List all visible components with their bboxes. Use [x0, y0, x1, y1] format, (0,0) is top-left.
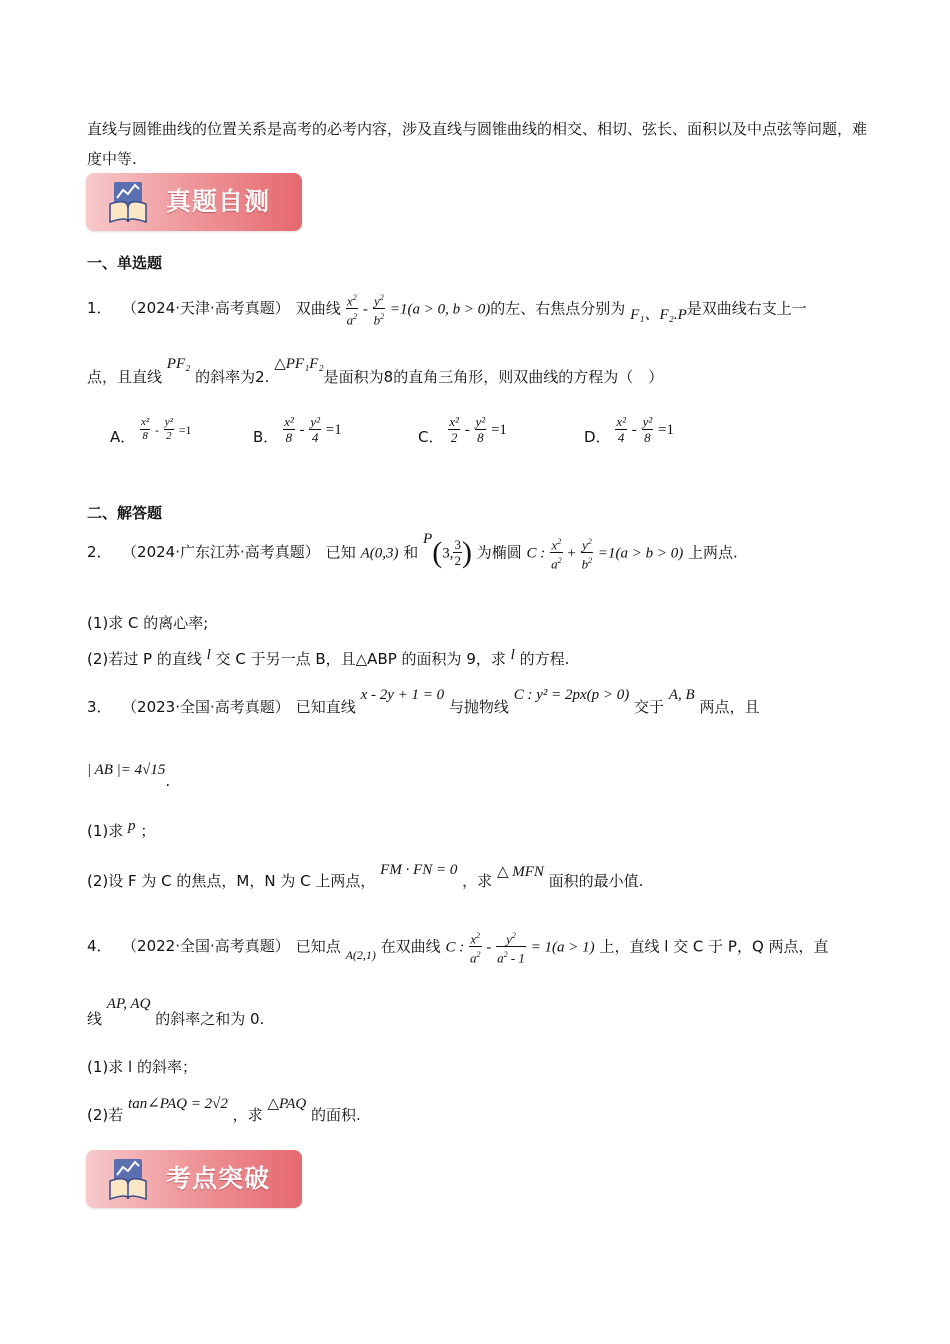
fraction — [453, 537, 462, 568]
text: 的斜率为2. — [195, 368, 270, 386]
text: . — [165, 772, 171, 790]
num: x² — [449, 414, 459, 429]
question-source: （2022·全国·高考真题） — [129, 937, 290, 956]
den: 8 — [477, 430, 484, 445]
fraction — [475, 414, 487, 445]
text: 双曲线 — [295, 299, 341, 318]
option-label: C． — [418, 428, 444, 446]
option-label: A． — [110, 428, 136, 446]
text: (1)求 — [87, 822, 124, 840]
text: 是双曲线右支上一 — [686, 299, 807, 318]
math-p: p — [128, 818, 136, 834]
num: 3 — [454, 537, 461, 553]
equals: =1 — [490, 422, 507, 438]
fraction — [642, 414, 654, 445]
question-1-line-2 — [87, 356, 664, 387]
text: 两点，且 — [699, 698, 760, 716]
question-source: （2024·天津·高考真题） — [129, 299, 290, 318]
option-d[interactable]: D． $\frac{\text{x²}}{4}$ - $\frac{\text{y²}}{8}$ =1 — [584, 414, 674, 446]
text: 与抛物线 — [448, 698, 509, 716]
math-c: C : — [445, 939, 465, 956]
option-a[interactable]: A． $\frac{\text{x²}}{8}$ - $\frac{\text{y²}}{2}$ =1 — [110, 416, 192, 446]
math-point-p: P — [423, 531, 433, 548]
fraction — [615, 414, 627, 445]
question-source: （2023·全国·高考真题） — [129, 698, 290, 716]
num: y² — [310, 414, 320, 429]
banner-title: 考点突破 — [166, 1164, 271, 1193]
question-4-sub-2 — [87, 1096, 361, 1125]
equals: =1 — [325, 422, 342, 438]
text: 是面积为8的直角三角形，则双曲线的方程为（ ） — [323, 368, 664, 386]
question-number: 1． — [87, 299, 112, 318]
fraction: $\frac{y^2}{b^2}$ — [581, 534, 594, 572]
text: 交于 — [634, 698, 665, 716]
math-condition: =1(a > b > 0) — [597, 545, 684, 562]
num: y² — [164, 416, 173, 428]
question-number: 3． — [87, 698, 112, 716]
math-dot-product: FM · FN = 0 — [380, 862, 458, 878]
question-3-sub-2 — [87, 862, 644, 891]
option-label: B． — [253, 428, 279, 446]
question-number: 2． — [87, 543, 112, 562]
math: 3, — [442, 545, 454, 562]
math-point-a: A(0,3) — [360, 545, 399, 562]
text: 为椭圆 — [476, 543, 522, 562]
text: 的方程. — [519, 650, 570, 668]
text: (2)若 — [87, 1106, 124, 1124]
option-label: D． — [584, 428, 611, 446]
text: 在双曲线 — [380, 937, 441, 956]
math-pf2: PF₂ — [166, 356, 191, 372]
math-tan: tan∠PAQ = 2√2 — [128, 1096, 228, 1112]
text: 上，直线 l 交 C 于 P，Q 两点，直 — [599, 937, 829, 956]
den: 2 — [166, 430, 172, 442]
num: y² — [475, 414, 486, 429]
math-ap-aq: AP, AQ — [106, 996, 151, 1012]
equals: =1 — [178, 423, 192, 437]
equals: =1 — [658, 422, 674, 438]
math-length: | AB |= 4√15 — [87, 762, 166, 778]
text: 和 — [403, 543, 419, 562]
fraction — [309, 414, 321, 445]
fraction: $\frac{x^2}{a^2}$ — [469, 928, 482, 966]
question-4-line-2 — [87, 996, 265, 1029]
fraction — [140, 416, 150, 443]
den: 8 — [644, 430, 651, 445]
math-triangle: △PAQ — [267, 1096, 307, 1112]
num: y² — [642, 414, 653, 429]
section-banner-kaodian — [86, 1150, 302, 1208]
text: 已知直线 — [295, 698, 356, 716]
question-3-sub-1 — [87, 820, 155, 841]
math-l: l — [206, 647, 211, 663]
den: 2 — [454, 553, 461, 569]
text: ，求 — [232, 1106, 263, 1124]
text: 点，且直线 — [87, 368, 163, 386]
fraction: $\frac{x^2}{a^2}$ — [550, 534, 563, 572]
section-banner-zhenti — [86, 173, 302, 231]
option-c[interactable]: C． $\frac{\text{x²}}{2}$ - $\frac{\text{y²}}{8}$ =1 — [418, 414, 507, 446]
fraction-x2-a2: $\frac{x^2}{a^2}$ — [346, 290, 359, 328]
math-condition: =1(a > 0, b > 0) — [389, 301, 491, 318]
num: x² — [141, 416, 150, 428]
fraction — [164, 416, 174, 443]
math-line: x - 2y + 1 = 0 — [360, 687, 445, 703]
fraction — [448, 414, 460, 445]
option-b[interactable]: B． $\frac{\text{x²}}{8}$ - $\frac{\text{y²}}{4}$ =1 — [253, 414, 342, 446]
question-source: （2024·广东江苏·高考真题） — [129, 543, 320, 562]
book-icon — [108, 1157, 148, 1201]
text: 线 — [87, 1010, 103, 1028]
math-condition: = 1(a > 1) — [530, 939, 595, 956]
intro-paragraph: 直线与圆锥曲线的位置关系是高考的必考内容，涉及直线与圆锥曲线的相交、相切、弦长、面积以及中点弦等问题，难度中等. — [87, 120, 868, 168]
question-4-sub-1: (1)求 l 的斜率； — [87, 1058, 197, 1076]
den: 4 — [617, 430, 625, 445]
question-1-line-1: 1． （2024·天津·高考真题） 双曲线 $\frac{x^2}{a^2}$ - $\frac{y^2}{b^2}$ =1(a > 0, b > 0)的左、右焦点分别为 F₁、F₂.P是双曲线右支上一 — [87, 290, 807, 328]
math-c: C : — [526, 545, 546, 562]
num: x² — [284, 414, 294, 429]
question-4-line-1: 4． （2022·全国·高考真题） 已知点 $_{A(2,1)}$ 在双曲线 C : $\frac{x^2}{a^2}$ - $\frac{y^2}{a^2 - 1}$ = 1(a > 1) 上，直线 l 交 C 于 P，Q 两点，直 — [87, 928, 829, 966]
text: 已知 — [325, 543, 356, 562]
fraction-y2-b2: $\frac{y^2}{b^2}$ — [373, 290, 386, 328]
math-foci: F₁、F₂.P — [630, 307, 687, 324]
question-3-line-1 — [87, 687, 760, 717]
text: ； — [140, 822, 156, 840]
text: 的面积. — [310, 1106, 361, 1124]
math-ab: A, B — [668, 687, 695, 703]
question-3-line-2 — [87, 760, 171, 790]
banner-title: 真题自测 — [166, 187, 271, 216]
math-triangle: △ MFN — [496, 864, 544, 880]
book-icon — [108, 180, 148, 224]
fraction: $\frac{y^2}{a^2 - 1}$ — [496, 928, 526, 966]
section-heading-answer: 二、解答题 — [87, 504, 163, 522]
num: x² — [616, 414, 627, 429]
section-heading-single-choice: 一、单选题 — [87, 254, 163, 272]
text: 交 C 于另一点 B，且△ABP 的面积为 9，求 — [215, 650, 506, 668]
den: 2 — [450, 430, 458, 445]
den: 8 — [285, 430, 293, 445]
question-number: 4． — [87, 937, 112, 956]
math-parabola: C : y² = 2px(p > 0) — [513, 687, 630, 703]
text: 的斜率之和为 0. — [155, 1010, 265, 1028]
text: (2)设 F 为 C 的焦点，M，N 为 C 上两点， — [87, 872, 376, 890]
text: 已知点 — [295, 937, 341, 956]
math-point-a: A(2,1) — [345, 948, 376, 963]
den: 4 — [311, 430, 319, 445]
den: 8 — [142, 430, 148, 442]
question-2-sub-1: (1)求 C 的离心率; — [87, 614, 209, 632]
question-2-line-1: 2． （2024·广东江苏·高考真题） 已知 A(0,3) 和 P(3, $\frac{3}{2}$ ) 为椭圆 C : $\frac{x^2}{a^2}$ + $\frac{y^2}{b^2}$ =1(a > b > 0) 上两点. — [87, 531, 738, 572]
question-2-sub-2 — [87, 648, 569, 669]
text: (2)若过 P 的直线 — [87, 650, 202, 668]
text: 的左、右焦点分别为 — [490, 299, 626, 318]
text: 上两点. — [688, 543, 738, 562]
fraction — [283, 414, 295, 445]
math-l: l — [510, 647, 515, 663]
math-triangle: △PF₁F₂ — [274, 356, 324, 372]
text: 面积的最小值. — [548, 872, 644, 890]
text: ，求 — [462, 872, 493, 890]
